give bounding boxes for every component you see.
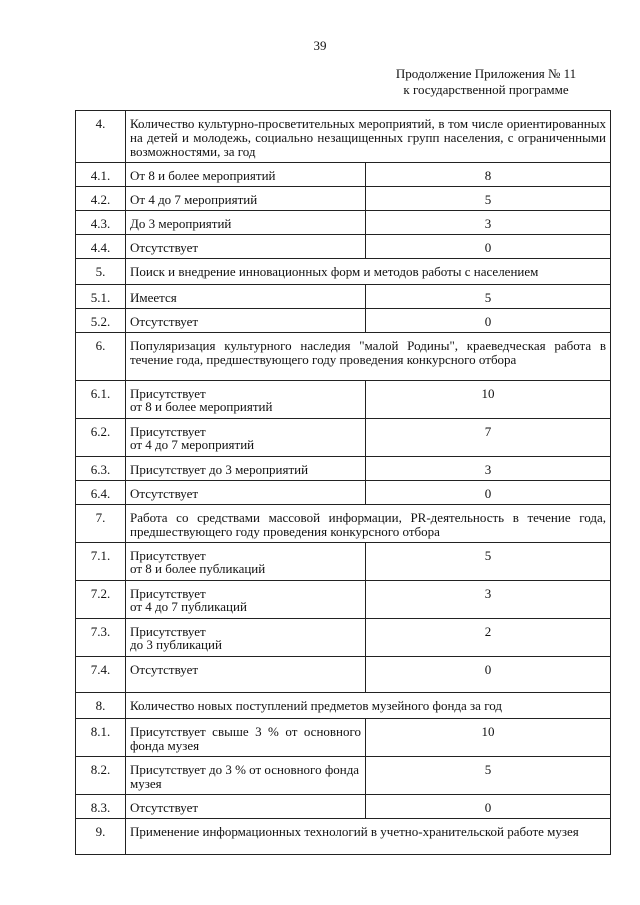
row-number: 9. (76, 819, 126, 855)
table-row (76, 795, 611, 819)
row-number: 4. (76, 111, 126, 163)
row-number: 4.2. (76, 187, 126, 211)
table-row (76, 235, 611, 259)
table-row-section (76, 693, 611, 719)
criterion-label (126, 581, 366, 619)
section-title: Количество культурно-просветительных мероприятий, в том числе ориентированных на детей и молодежь, социально незащищенных групп населения, с ограниченными возможностями, за год (126, 111, 611, 163)
criterion-label-line2: от 8 и более публикаций (130, 561, 266, 576)
criterion-label-line1: Присутствует (130, 386, 206, 401)
section-title: Количество новых поступлений предметов музейного фонда за год (126, 693, 611, 719)
points-value: 10 (366, 381, 611, 419)
points-value: 7 (366, 419, 611, 457)
section-title: Применение информационных технологий в учетно-хранительской работе музея (126, 819, 611, 855)
row-number: 6.1. (76, 381, 126, 419)
criterion-label-line1: Присутствует (130, 548, 206, 563)
table-row (76, 719, 611, 757)
points-value: 0 (366, 235, 611, 259)
points-value: 8 (366, 163, 611, 187)
criterion-label-line1: Присутствует (130, 586, 206, 601)
table-row (76, 457, 611, 481)
table-row-section (76, 111, 611, 163)
row-number: 5.2. (76, 309, 126, 333)
points-value: 3 (366, 211, 611, 235)
points-value: 0 (366, 795, 611, 819)
points-value: 3 (366, 457, 611, 481)
table-row (76, 419, 611, 457)
page-number: 39 (313, 38, 327, 53)
table-row-section (76, 505, 611, 543)
row-number: 7.3. (76, 619, 126, 657)
row-number: 6.3. (76, 457, 126, 481)
criterion-label: Отсутствует (126, 481, 366, 505)
table-row-section (76, 819, 611, 855)
section-title: Работа со средствами массовой информации, PR-деятельность в течение года, предшествующего году проведения конкурсного отбора (126, 505, 611, 543)
points-value: 3 (366, 581, 611, 619)
points-value: 0 (366, 309, 611, 333)
table-row (76, 163, 611, 187)
table-row (76, 211, 611, 235)
points-value: 0 (366, 657, 611, 693)
criterion-label-line2: до 3 публикаций (130, 637, 222, 652)
criterion-label: Отсутствует (126, 657, 366, 693)
table-row (76, 619, 611, 657)
criterion-label: Присутствует до 3 мероприятий (126, 457, 366, 481)
criterion-label: До 3 мероприятий (126, 211, 366, 235)
row-number: 7.2. (76, 581, 126, 619)
appendix-header (376, 66, 596, 98)
row-number: 6.4. (76, 481, 126, 505)
criterion-label: Присутствует до 3 % от основного фонда музея (126, 757, 366, 795)
row-number: 8.3. (76, 795, 126, 819)
table-row (76, 543, 611, 581)
criterion-label: Отсутствует (126, 235, 366, 259)
appendix-header-line2: к государственной программе (403, 82, 569, 97)
points-value: 5 (366, 757, 611, 795)
criterion-label: Отсутствует (126, 795, 366, 819)
row-number: 8. (76, 693, 126, 719)
points-value: 2 (366, 619, 611, 657)
row-number: 8.2. (76, 757, 126, 795)
criterion-label: Имеется (126, 285, 366, 309)
table-row-section (76, 333, 611, 381)
table-row (76, 187, 611, 211)
criterion-label: От 8 и более мероприятий (126, 163, 366, 187)
points-value: 0 (366, 481, 611, 505)
row-number: 6.2. (76, 419, 126, 457)
table-row (76, 309, 611, 333)
table-row (76, 581, 611, 619)
section-title: Поиск и внедрение инновационных форм и методов работы с населением (126, 259, 611, 285)
criterion-label-line2: от 4 до 7 мероприятий (130, 437, 255, 452)
appendix-header-line1: Продолжение Приложения № 11 (395, 66, 577, 81)
criterion-label (126, 381, 366, 419)
table-row (76, 657, 611, 693)
row-number: 4.1. (76, 163, 126, 187)
row-number: 6. (76, 333, 126, 381)
criterion-label-line2: от 4 до 7 публикаций (130, 599, 247, 614)
criteria-table (75, 110, 611, 855)
criterion-label (126, 619, 366, 657)
row-number: 4.4. (76, 235, 126, 259)
row-number: 4.3. (76, 211, 126, 235)
row-number: 7. (76, 505, 126, 543)
criterion-label: Присутствует свыше 3 % от основного фонда музея (126, 719, 366, 757)
criterion-label-line2: от 8 и более мероприятий (130, 399, 273, 414)
table-row (76, 381, 611, 419)
criterion-label (126, 543, 366, 581)
criterion-label-line1: Присутствует (130, 424, 206, 439)
row-number: 7.4. (76, 657, 126, 693)
criterion-label-line1: Присутствует (130, 624, 206, 639)
table-row-section (76, 259, 611, 285)
table-row (76, 285, 611, 309)
points-value: 10 (366, 719, 611, 757)
table-row (76, 757, 611, 795)
criterion-label (126, 419, 366, 457)
criterion-label: Отсутствует (126, 309, 366, 333)
criterion-label: От 4 до 7 мероприятий (126, 187, 366, 211)
row-number: 7.1. (76, 543, 126, 581)
section-title: Популяризация культурного наследия "малой Родины", краеведческая работа в течение года, предшествующего году проведения конкурсного отбора (126, 333, 611, 381)
points-value: 5 (366, 543, 611, 581)
row-number: 5.1. (76, 285, 126, 309)
row-number: 5. (76, 259, 126, 285)
table-row (76, 481, 611, 505)
row-number: 8.1. (76, 719, 126, 757)
points-value: 5 (366, 187, 611, 211)
points-value: 5 (366, 285, 611, 309)
